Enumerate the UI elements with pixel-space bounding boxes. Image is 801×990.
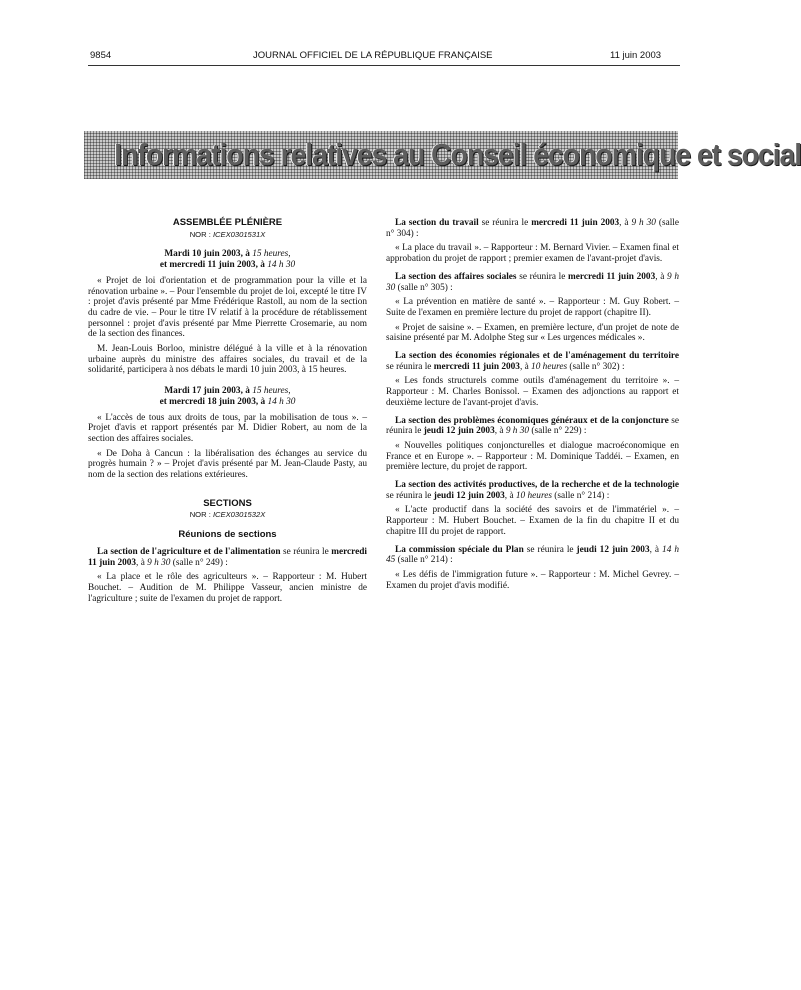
paragraph: « La place et le rôle des agriculteurs ». – Rapporteur : M. Hubert Bouchet. – Audition de M. Philippe Vasseur, ancien ministre de l'agriculture ; suite de l'examen du projet de rapport. [88, 572, 367, 604]
text: , à [655, 271, 668, 282]
date-time: 14 h 30 [267, 396, 296, 407]
date-text: Mardi 17 juin 2003, à [164, 386, 250, 397]
paragraph: « Projet de loi d'orientation et de programmation pour la ville et la rénovation urbaine ». – Pour l'ensemble du projet de loi, excepté le titre IV : projet d'avis présenté par Mme Frédérique Rastoll, au nom de la section du cadre de vie. – Pour le titre IV relatif à la procédure de rétablissement personnel : projet d'avis présenté par Mme Pierrette Crosemarie, au nom de la section des finances. [88, 275, 367, 340]
text: , à [519, 361, 532, 372]
meeting-time: 14 h 45 [386, 544, 679, 566]
nor-code: ICEX0301531X [212, 229, 266, 239]
meeting-time: 9 h 30 [631, 218, 656, 228]
text: , à [619, 218, 632, 228]
meeting-time: 9 h 30 [386, 271, 679, 293]
text: , à [136, 557, 148, 568]
nor-code: ICEX0301532X [212, 510, 266, 520]
date-text: et mercredi 18 juin 2003, à [159, 396, 266, 407]
text: se réunira le [280, 546, 332, 557]
nor-label: NOR : [189, 229, 211, 239]
paragraph: « Les défis de l'immigration future ». – Rapporteur : M. Michel Gevrey. – Examen du projet d'avis modifié. [386, 569, 679, 591]
meeting-room: (salle n° 229) : [529, 426, 587, 437]
assemblee-nor [88, 230, 367, 241]
text: se réunira le [523, 544, 577, 555]
page-number: 9854 [90, 50, 112, 61]
date-time: 15 heures, [252, 386, 291, 397]
meeting-date: mercredi 11 juin 2003 [568, 271, 656, 282]
assemblee-heading: ASSEMBLÉE PLÉNIÈRE [172, 217, 283, 228]
meeting-time: 10 heures [531, 361, 568, 372]
agriculture-intro [88, 547, 367, 568]
right-column [386, 218, 679, 595]
section-name: La section des problèmes économiques généraux et de la conjoncture [395, 415, 669, 426]
section-name: La section des activités productives, de la recherche et de la technologie [395, 480, 679, 491]
page-header [0, 50, 748, 64]
meeting-date: mercredi 11 juin 2003 [88, 546, 367, 568]
nor-label: NOR : [189, 510, 211, 520]
meeting-time: 9 h 30 [505, 426, 530, 437]
session-date-1 [88, 249, 367, 270]
text: se réunira le [478, 218, 532, 228]
sections-nor [88, 510, 367, 521]
meeting-date: mercredi 11 juin 2003 [531, 218, 620, 228]
meeting-room: (salle n° 305) : [395, 282, 453, 293]
section-name: La section des économies régionales et de l'aménagement du territoire [395, 351, 679, 362]
paragraph: « La place du travail ». – Rapporteur : M. Bernard Vivier. – Examen final et approbation du projet de rapport ; premier examen de l'avant-projet d'avis. [386, 243, 679, 265]
banner-title: Informations relatives au Conseil économique et social [114, 137, 801, 172]
paragraph: « La prévention en matière de santé ». – Rapporteur : M. Guy Robert. – Suite de l'examen en première lecture du projet de rapport (chapitre II). [386, 297, 679, 318]
text: , à [649, 544, 663, 555]
issue-date: 11 juin 2003 [610, 50, 662, 61]
text: se réunira le [386, 361, 434, 372]
regionales-intro [386, 351, 679, 372]
section-name: La section de l'agriculture et de l'alimentation [97, 546, 281, 557]
meeting-time: 10 heures [515, 490, 552, 501]
meeting-room: (salle n° 214) : [551, 490, 610, 501]
date-text: et mercredi 11 juin 2003, à [159, 260, 265, 271]
meeting-room: (salle n° 214) : [395, 555, 453, 566]
section-name: La section du travail [395, 218, 479, 228]
section-banner [84, 131, 801, 179]
section-name: La commission spéciale du Plan [395, 544, 524, 555]
reunions-subheading: Réunions de sections [178, 529, 277, 541]
paragraph: « Les fonds structurels comme outils d'aménagement du territoire ». – Rapporteur : M. Charles Bonissol. – Examen des adjonctions au rapport et deuxième lecture de l'avant-projet d'avis. [386, 376, 679, 408]
text: se réunira le [386, 415, 679, 437]
journal-title: JOURNAL OFFICIEL DE LA RÉPUBLIQUE FRANÇAISE [253, 50, 493, 61]
paragraph: « Nouvelles politiques conjoncturelles et dialogue macroéconomique en France et en Europe ». – Rapporteur : M. Dominique Taddéi. – Examen, en première lecture, du projet de rapport. [386, 440, 679, 473]
text: se réunira le [516, 271, 569, 282]
paragraph: « De Doha à Cancun : la libéralisation des échanges au service du progrès humain ? » – Projet d'avis présenté par M. Jean-Claude Pasty, au nom de la section des relations extérieures. [88, 448, 367, 481]
left-column [88, 218, 367, 608]
paragraph: « L'accès de tous aux droits de tous, par la mobilisation de tous ». – Projet d'avis et rapport présentés par M. Didier Robert, au nom de la section des affaires sociales. [88, 412, 367, 444]
meeting-room: (salle n° 249) : [170, 557, 228, 568]
problemes-intro [386, 416, 679, 437]
meeting-date: jeudi 12 juin 2003 [576, 544, 650, 555]
meeting-time: 9 h 30 [147, 557, 171, 568]
travail-intro [386, 218, 679, 239]
text: , à [504, 490, 516, 501]
sections-heading: SECTIONS [203, 497, 252, 509]
text: se réunira le [386, 490, 434, 501]
text: , à [494, 426, 506, 437]
productives-intro [386, 480, 679, 501]
meeting-room: (salle n° 302) : [567, 361, 625, 372]
meeting-date: jeudi 12 juin 2003 [433, 490, 505, 501]
plan-intro [386, 545, 679, 566]
meeting-date: jeudi 12 juin 2003 [423, 426, 495, 437]
date-text: Mardi 10 juin 2003, à [164, 249, 250, 260]
meeting-date: mercredi 11 juin 2003 [433, 361, 520, 372]
header-rule [88, 65, 680, 66]
date-time: 14 h 30 [267, 260, 296, 271]
meeting-room: (salle n° 304) : [386, 218, 679, 239]
sociales-intro [386, 272, 679, 293]
paragraph: M. Jean-Louis Borloo, ministre délégué à la ville et à la rénovation urbaine auprès du ministre des affaires sociales, du travail et de la solidarité, participera à nos débats le mardi 10 juin 2003, à 15 heures. [88, 344, 367, 376]
date-time: 15 heures, [252, 249, 291, 260]
section-name: La section des affaires sociales [395, 271, 517, 282]
paragraph: « L'acte productif dans la société des savoirs et de l'immatériel ». – Rapporteur : M. Hubert Bouchet. – Examen de la fin du chapitre II et du chapitre III du projet de rapport. [386, 505, 679, 537]
paragraph: « Projet de saisine ». – Examen, en première lecture, d'un projet de note de saisine présenté par M. Adolphe Steg sur « Les urgences médicales ». [386, 322, 679, 344]
session-date-2 [88, 386, 367, 407]
